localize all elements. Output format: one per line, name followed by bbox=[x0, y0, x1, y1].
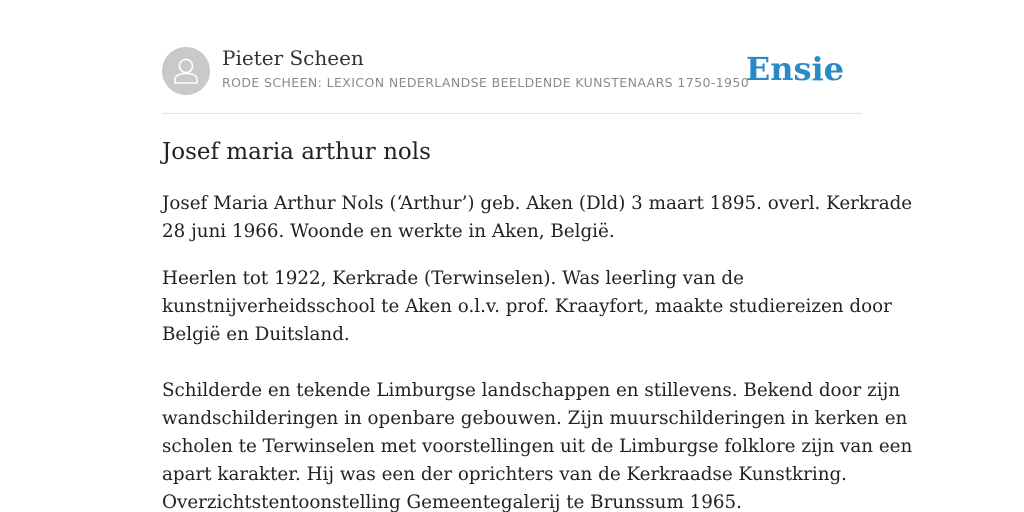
article-paragraph-3 bbox=[162, 377, 913, 512]
article-header bbox=[162, 45, 862, 97]
user-avatar-icon[interactable] bbox=[162, 47, 210, 95]
paragraph-line: 28 juni 1966. Woonde en werkte in Aken, België. bbox=[162, 221, 615, 242]
paragraph-line: apart karakter. Hij was een der oprichters van de Kerkraadse Kunstkring. bbox=[162, 464, 847, 485]
paragraph-line: scholen te Terwinselen met voorstellingen uit de Limburgse folklore zijn van een bbox=[162, 436, 913, 457]
source-label: RODE SCHEEN: LEXICON NEDERLANDSE BEELDENDE KUNSTENAARS 1750-1950 bbox=[222, 75, 750, 90]
ensie-logo[interactable]: Ensie bbox=[745, 50, 844, 88]
article-title: Josef maria arthur nols bbox=[162, 139, 431, 165]
paragraph-line: België en Duitsland. bbox=[162, 324, 350, 345]
article-paragraph-1 bbox=[162, 190, 913, 246]
header-divider bbox=[162, 113, 862, 114]
paragraph-line: Heerlen tot 1922, Kerkrade (Terwinselen). Was leerling van de bbox=[162, 268, 744, 289]
paragraph-line: Josef Maria Arthur Nols (‘Arthur’) geb. Aken (Dld) 3 maart 1895. overl. Kerkrade bbox=[162, 193, 913, 214]
paragraph-line: wandschilderingen in openbare gebouwen. Zijn muurschilderingen in kerken en bbox=[162, 408, 908, 429]
paragraph-line: Overzichtstentoonstelling Gemeentegalerij te Brunssum 1965. bbox=[162, 492, 742, 512]
paragraph-line: kunstnijverheidsschool te Aken o.l.v. prof. Kraayfort, maakte studiereizen door bbox=[162, 296, 892, 317]
author-name-link[interactable]: Pieter Scheen bbox=[222, 46, 364, 70]
article-paragraph-2 bbox=[162, 265, 892, 349]
paragraph-line: Schilderde en tekende Limburgse landschappen en stillevens. Bekend door zijn bbox=[162, 380, 901, 401]
